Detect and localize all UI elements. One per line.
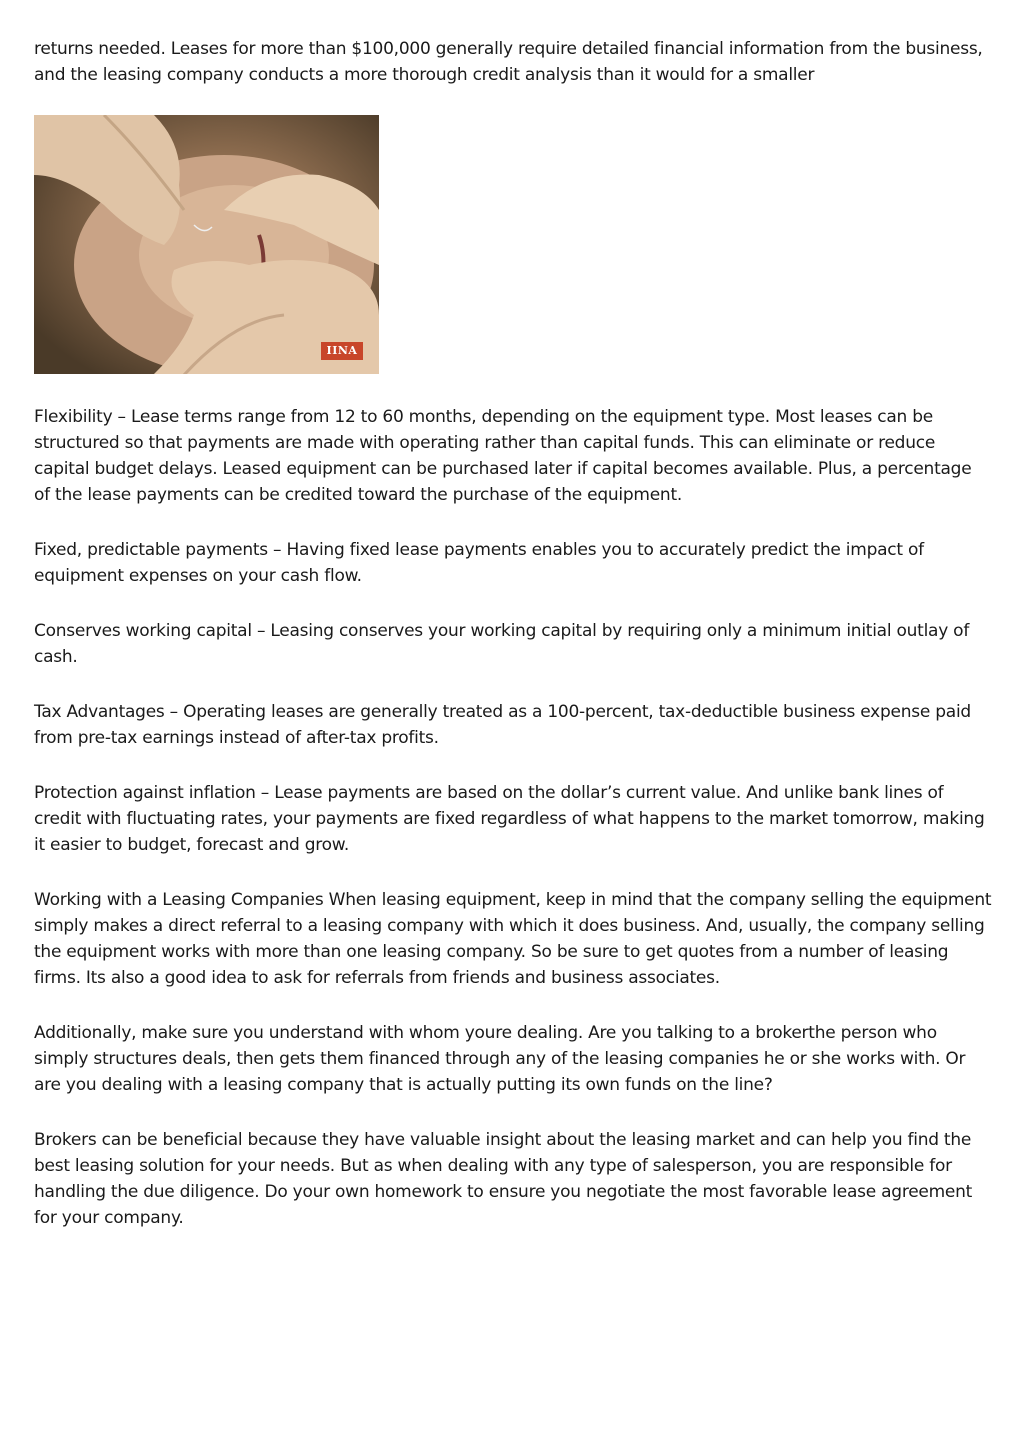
flexibility-paragraph: Flexibility – Lease terms range from 12 to 60 months, depending on the equipment type. Most leases can be structured so that payments are made with operating rather than capital funds. This can eliminate or reduce capital budget delays. Leased equipment can be purchased later if capital becomes available. Plus, a percentage of the lease payments can be credited toward the purchase of the equipment. bbox=[34, 407, 972, 505]
inflation-paragraph: Protection against inflation – Lease payments are based on the dollar’s current value. And unlike bank lines of credit with fluctuating rates, your payments are fixed regardless of what happens to the market tomorrow, making it easier to budget, forecast and grow. bbox=[34, 783, 985, 855]
working-with-leasing-paragraph: Working with a Leasing Companies When leasing equipment, keep in mind that the company selling the equipment simply makes a direct referral to a leasing company with which it does business. And, usually, the company selling the equipment works with more than one leasing company. So be sure to get quotes from a number of leasing firms. Its also a good idea to ask for referrals from friends and business associates. bbox=[34, 890, 992, 988]
photo-illustration bbox=[34, 115, 379, 374]
medical-photo bbox=[34, 115, 379, 374]
additionally-paragraph: Additionally, make sure you understand with whom youre dealing. Are you talking to a brokerthe person who simply structures deals, then gets them financed through any of the leasing companies he or she works with. Or are you dealing with a leasing company that is actually putting its own funds on the line? bbox=[34, 1023, 966, 1095]
fixed-payments-paragraph: Fixed, predictable payments – Having fixed lease payments enables you to accurately predict the impact of equipment expenses on your cash flow. bbox=[34, 540, 924, 586]
working-capital-paragraph: Conserves working capital – Leasing conserves your working capital by requiring only a minimum initial outlay of cash. bbox=[34, 621, 970, 667]
brokers-paragraph: Brokers can be beneficial because they have valuable insight about the leasing market and can help you find the best leasing solution for your needs. But as when dealing with any type of salesperson, you are responsible for handling the due diligence. Do your own homework to ensure you negotiate the most favorable lease agreement for your company. bbox=[34, 1130, 973, 1228]
document-page bbox=[34, 36, 992, 1260]
news-agency-logo: IINA bbox=[321, 342, 363, 360]
intro-paragraph: returns needed. Leases for more than $100,000 generally require detailed financial information from the business, and the leasing company conducts a more thorough credit analysis than it would for a smaller bbox=[34, 39, 983, 85]
tax-advantages-paragraph: Tax Advantages – Operating leases are generally treated as a 100-percent, tax-deductible business expense paid from pre-tax earnings instead of after-tax profits. bbox=[34, 702, 971, 748]
